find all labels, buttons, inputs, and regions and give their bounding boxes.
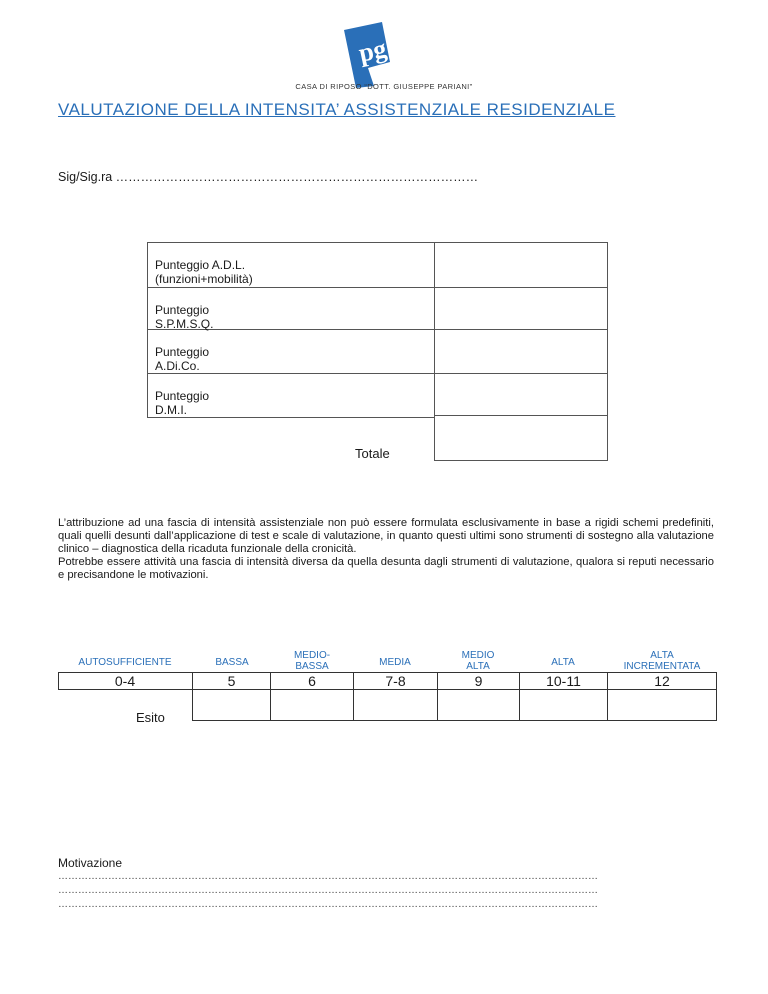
range-value: 12 [654,673,670,689]
total-label: Totale [355,446,390,461]
range-value: 5 [227,673,236,689]
range-header-alta: ALTA [551,657,575,668]
esito-label: Esito [136,710,165,725]
motivazione-label: Motivazione [58,856,123,870]
explanation-text [58,517,714,582]
range-header-medio-bassa: MEDIO- BASSA [293,650,331,672]
range-header-bassa: BASSA [215,657,249,668]
score-cell-adl[interactable] [434,242,608,288]
motivazione-line[interactable]: ……………………………………………………………………………………………………………………………………………… [58,885,598,896]
range-value: 0-4 [114,673,136,689]
score-cell-dmi[interactable] [434,373,608,416]
institution-name: CASA DI RIPOSO “DOTT. GIUSEPPE PARIANI” [295,82,473,91]
explanation-paragraph-2: Potrebbe essere attività una fascia di intensità diversa da quella desunta dagli strumenti di valutazione, qualora si reputi necessario e precisandone le motivazioni. [58,556,714,581]
range-header-media: MEDIA [379,657,411,668]
motivazione-line[interactable]: ……………………………………………………………………………………………………………………………………………… [58,871,598,882]
range-value: 6 [308,673,316,689]
score-table [147,242,608,461]
logo-lettering: pg [356,33,389,68]
range-value: 10-11 [546,673,581,689]
range-header-alta-incrementata: ALTA INCREMENTATA [623,650,701,672]
range-value: 7-8 [385,673,406,689]
score-label-adico: Punteggio A.Di.Co. [155,345,210,373]
pariani-logo [330,18,400,88]
score-label-adl: Punteggio A.D.L. (funzioni+mobilità) [155,258,253,286]
motivazione-line[interactable]: ……………………………………………………………………………………………………………………………………………… [58,899,598,910]
score-cell-adico[interactable] [434,329,608,374]
score-label-spmsq: Punteggio S.P.M.S.Q. [155,303,214,331]
range-value: 9 [474,673,483,689]
patient-name-field[interactable]: Sig/Sig.ra …………………………………………………………………………… [58,170,479,184]
range-header-autosufficiente: AUTOSUFFICIENTE [78,657,172,668]
score-cell-spmsq[interactable] [434,287,608,330]
explanation-paragraph-1: L’attribuzione ad una fascia di intensità assistenziale non può essere formulata esclusivamente in base a rigidi schemi predefiniti, quali quelli desunti dall’applicazione di test e scale di valutazione, in quanto questi ultimi sono strumenti di sostegno alla valutazione clinico – diagnostica della ricaduta funzionale della cronicità. [58,517,714,555]
range-header-medio-alta: MEDIO ALTA [461,650,495,672]
score-label-dmi: Punteggio D.M.I. [155,389,210,417]
page-title: VALUTAZIONE DELLA INTENSITA’ ASSISTENZIALE RESIDENZIALE [58,100,616,119]
